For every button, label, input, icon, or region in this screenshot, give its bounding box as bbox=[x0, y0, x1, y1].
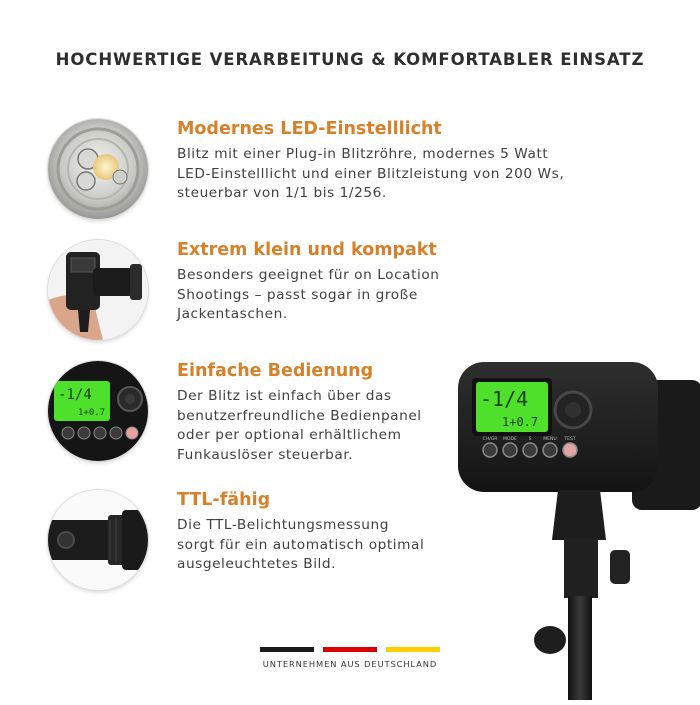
feature-description bbox=[177, 145, 565, 204]
feature-line: ausgeleuchtetes Bild. bbox=[177, 556, 337, 572]
feature-compact bbox=[48, 240, 508, 344]
feature-line: Der Blitz ist einfach über das bbox=[177, 388, 392, 404]
flash-side-image bbox=[48, 490, 148, 590]
feature-line: Die TTL-Belichtungsmessung bbox=[177, 517, 389, 533]
headline: HOCHWERTIGE VERARBEITUNG & KOMFORTABLER EINSATZ bbox=[55, 50, 645, 69]
feature-description bbox=[177, 516, 477, 575]
button-label-test: TEST bbox=[564, 437, 576, 442]
feature-easy-operation bbox=[48, 361, 508, 473]
feature-line: LED-Einstelllicht und einer Blitzleistung von 200 Ws, bbox=[177, 165, 565, 182]
feature-title: TTL-fähig bbox=[177, 490, 271, 510]
feature-ttl bbox=[48, 490, 508, 594]
feature-line: oder per optional erhältlichem bbox=[177, 427, 402, 443]
button-label-s: S bbox=[528, 437, 532, 442]
svg-text:1+0.7: 1+0.7 bbox=[78, 408, 106, 418]
feature-line: Jackentaschen. bbox=[177, 306, 288, 322]
flag-stripe-gold bbox=[386, 647, 440, 652]
lcd-secondary-value: 1+0.7 bbox=[502, 415, 539, 429]
feature-title: Extrem klein und kompakt bbox=[177, 240, 437, 260]
flag-stripe-red bbox=[323, 647, 377, 652]
feature-line: steuerbar von 1/1 bis 1/256. bbox=[177, 185, 387, 201]
svg-text:-1/4: -1/4 bbox=[58, 387, 92, 403]
feature-line: Funkauslöser steuerbar. bbox=[177, 446, 354, 463]
feature-title: Modernes LED-Einstelllicht bbox=[177, 119, 442, 139]
flag-stripe-black bbox=[260, 647, 314, 652]
flash-in-hand-image bbox=[48, 240, 148, 340]
feature-line: Besonders geeignet für on Location bbox=[177, 267, 440, 283]
control-panel-image bbox=[48, 361, 148, 461]
lcd-power-value: -1/4 bbox=[480, 387, 529, 411]
feature-line: sorgt für ein automatisch optimal bbox=[177, 536, 425, 553]
feature-line: Shootings – passt sogar in große bbox=[177, 286, 418, 303]
button-label-mode: MODE bbox=[503, 437, 517, 442]
button-label-chgr: CH/GR bbox=[482, 437, 498, 442]
studio-flash-product-image bbox=[450, 340, 700, 700]
footer-text: UNTERNEHMEN AUS DEUTSCHLAND bbox=[262, 659, 438, 669]
flash-tube-image bbox=[48, 119, 148, 219]
feature-led-modeling-light bbox=[48, 119, 565, 223]
feature-description bbox=[177, 387, 477, 465]
feature-title: Einfache Bedienung bbox=[177, 361, 374, 381]
feature-line: Blitz mit einer Plug-in Blitzröhre, modernes 5 Watt bbox=[177, 146, 549, 162]
feature-line: benutzerfreundliche Bedienpanel bbox=[177, 407, 422, 424]
button-label-menu: MENU bbox=[543, 437, 557, 442]
feature-description bbox=[177, 266, 477, 325]
